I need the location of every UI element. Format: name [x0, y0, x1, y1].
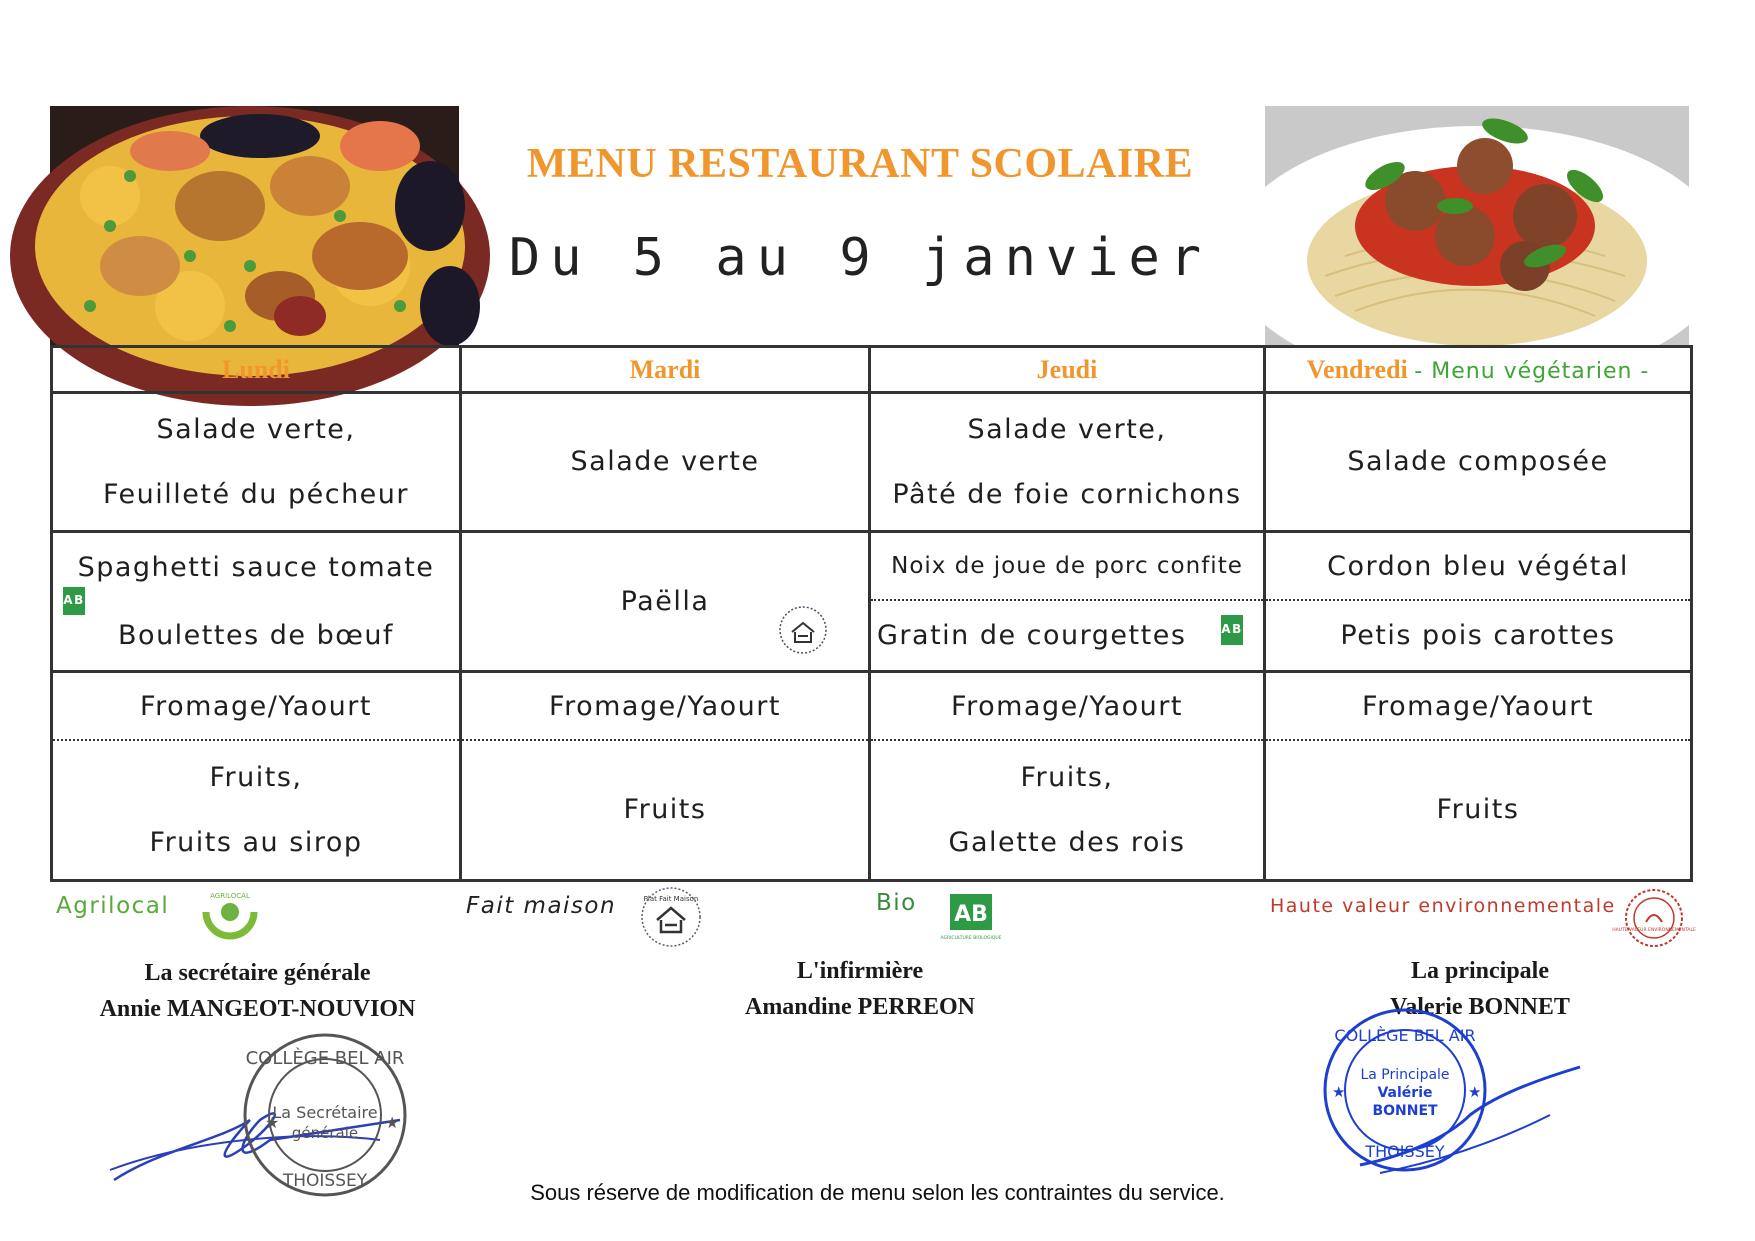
infirmiere-role: L'infirmière: [796, 958, 924, 984]
svg-text:La Secrétaire: La Secrétaire: [272, 1103, 378, 1122]
svg-text:AB: AB: [63, 592, 85, 607]
dessert-mardi: Fruits: [461, 740, 870, 881]
plat-lundi: Spaghetti sauce tomate Boulettes de bœuf AB: [52, 531, 461, 672]
principale-role: La principale: [1410, 958, 1549, 984]
signature-infirmiere: [660, 953, 1060, 1025]
legend-hve: Haute valeur environnementale: [1270, 895, 1616, 917]
bio-icon: [63, 587, 85, 622]
svg-text:AGRICULTURE BIOLOGIQUE: AGRICULTURE BIOLOGIQUE: [940, 936, 1002, 941]
dessert-lundi: Fruits, Fruits au sirop: [52, 740, 461, 881]
day-header-lundi: Lundi: [52, 347, 461, 393]
entree-lundi: Salade verte, Feuilleté du pécheur: [52, 393, 461, 532]
svg-text:Valérie: Valérie: [1377, 1085, 1433, 1101]
footer-note: Sous réserve de modification de menu selon les contraintes du service.: [530, 1180, 1225, 1205]
svg-text:AGRILOCAL: AGRILOCAL: [210, 892, 250, 900]
svg-text:COLLÈGE BEL AIR: COLLÈGE BEL AIR: [1334, 1026, 1476, 1045]
principale-stamp: [1320, 1005, 1590, 1184]
svg-text:BONNET: BONNET: [1372, 1103, 1438, 1119]
days-header-row: [52, 347, 1692, 393]
infirmiere-name: Amandine PERREON: [744, 994, 976, 1020]
svg-text:★: ★: [1332, 1083, 1346, 1101]
plat-row: [52, 531, 1692, 672]
agrilocal-icon: [200, 888, 260, 944]
svg-text:AB: AB: [1221, 622, 1243, 637]
dessert-vendredi: Fruits: [1265, 740, 1692, 881]
dessert-row: [52, 740, 1692, 881]
vegetarian-note: - Menu végétarien -: [1414, 358, 1650, 384]
menu-title: MENU RESTAURANT SCOLAIRE: [526, 141, 1194, 187]
svg-text:générale: générale: [291, 1124, 359, 1142]
entree-mardi: Salade verte: [461, 393, 870, 532]
svg-text:Plat Fait Maison: Plat Fait Maison: [643, 895, 699, 903]
svg-text:★: ★: [265, 1113, 280, 1132]
dessert-jeudi: Fruits, Galette des rois: [870, 740, 1265, 881]
legend-agrilocal: Agrilocal: [56, 893, 170, 919]
day-header-jeudi: Jeudi: [870, 347, 1265, 393]
day-header-vendredi: Vendredi - Menu végétarien -: [1265, 347, 1692, 393]
svg-text:THOISSEY: THOISSEY: [282, 1171, 368, 1191]
paella-photo: [50, 106, 459, 346]
principale-name: Valerie BONNET: [1390, 994, 1570, 1020]
entree-jeudi: Salade verte, Pâté de foie cornichons: [870, 393, 1265, 532]
plat-jeudi: Noix de joue de porc confite Gratin de courgettes AB: [870, 531, 1265, 672]
svg-text:THOISSEY: THOISSEY: [1365, 1142, 1445, 1161]
svg-text:COLLÈGE BEL AIR: COLLÈGE BEL AIR: [245, 1048, 405, 1069]
fromage-row: [52, 672, 1692, 740]
svg-text:★: ★: [385, 1113, 400, 1132]
svg-text:La Principale: La Principale: [1360, 1067, 1450, 1083]
bio-icon: [1221, 615, 1243, 652]
bio-icon: [940, 892, 1002, 948]
fromage-jeudi: Fromage/Yaourt: [870, 672, 1265, 740]
fait-maison-icon: [778, 605, 828, 662]
spaghetti-photo: [1265, 106, 1689, 346]
day-header-mardi: Mardi: [461, 347, 870, 393]
svg-text:HAUTE VALEUR ENVIRONNEMENTALE: HAUTE VALEUR ENVIRONNEMENTALE: [1612, 928, 1696, 933]
secretaire-role: La secrétaire générale: [144, 960, 371, 986]
secretaire-stamp: [100, 1020, 420, 1199]
legend-fait-maison: Fait maison: [466, 893, 617, 919]
entree-row: [52, 393, 1692, 532]
week-dates: Du 5 au 9 janvier: [508, 228, 1212, 288]
entree-vendredi: Salade composée: [1265, 393, 1692, 532]
plat-mardi: Paëlla: [461, 531, 870, 672]
svg-text:AB: AB: [954, 902, 988, 927]
fait-maison-icon: [636, 886, 706, 952]
hve-icon: [1612, 888, 1696, 952]
fromage-lundi: Fromage/Yaourt: [52, 672, 461, 740]
fromage-mardi: Fromage/Yaourt: [461, 672, 870, 740]
legend-bio: Bio: [876, 890, 917, 916]
secretaire-name: Annie MANGEOT-NOUVION: [99, 996, 416, 1022]
svg-text:★: ★: [1468, 1083, 1482, 1101]
plat-vendredi: Cordon bleu végétal Petis pois carottes: [1265, 531, 1692, 672]
fromage-vendredi: Fromage/Yaourt: [1265, 672, 1692, 740]
signature-secretaire: [50, 955, 465, 1027]
menu-table: [50, 345, 1693, 882]
